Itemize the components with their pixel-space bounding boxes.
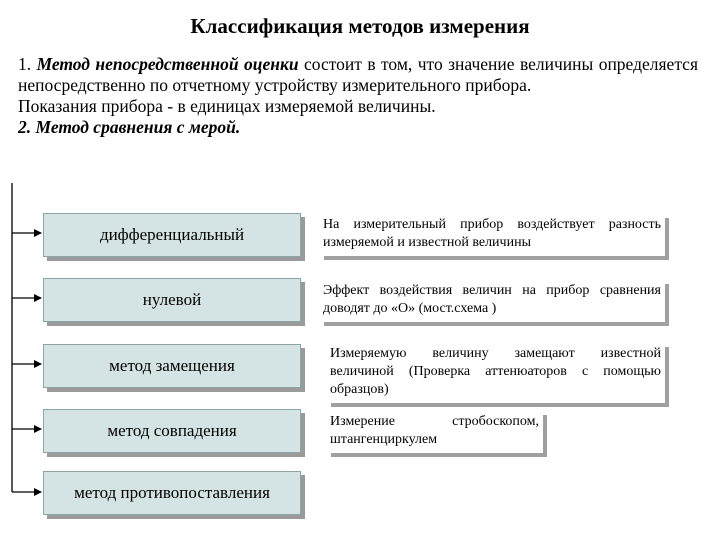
- method-label: дифференциальный: [99, 225, 245, 244]
- method-label: метод противопоставления: [74, 483, 270, 502]
- method-label: метод совпадения: [107, 421, 237, 440]
- description-substitution: Измеряемую величину замещают известной величиной (Проверка аттенюаторов с помощью образцов): [327, 343, 665, 403]
- description-differential: На измерительный прибор воздействует разность измеряемой и известной величины: [320, 214, 665, 256]
- description-null: Эффект воздействия величин на прибор сравнения доводят до «О» (мост.схема ): [320, 280, 665, 322]
- page-title: Классификация методов измерения: [190, 14, 530, 38]
- description-coincidence: Измерение стробоскопом, штангенциркулем: [327, 411, 543, 453]
- method-box-coincidence: [43, 409, 301, 453]
- method-box-opposition: [43, 471, 301, 515]
- method-box-null: [43, 278, 301, 322]
- method-label: нулевой: [142, 290, 202, 309]
- comparison-method-heading: 2. Метод сравнения с мерой.: [18, 117, 241, 137]
- paragraph-number: 1.: [18, 54, 37, 74]
- method-box-differential: [43, 213, 301, 257]
- readings-paragraph: Показания прибора - в единицах измеряемой величины.: [18, 96, 436, 116]
- method-label: метод замещения: [109, 356, 235, 375]
- method-box-substitution: [43, 344, 301, 388]
- direct-method-term: Метод непосредственной оценки: [36, 54, 299, 74]
- direct-method-definition: состоит в том, что значение величины определяется непосредственно по отчетному устройству измерительного прибора.: [18, 54, 698, 95]
